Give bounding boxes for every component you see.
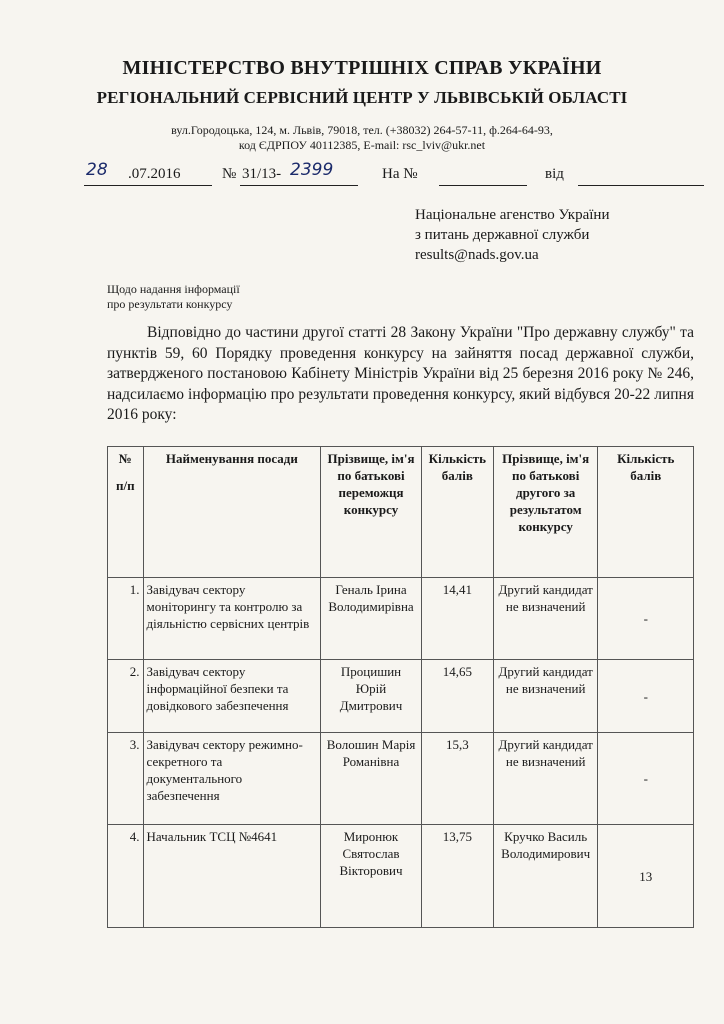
row-num: 3. (108, 733, 144, 825)
row-score2: - (598, 578, 694, 660)
registration-line (84, 160, 704, 190)
row-position: Завідувач сектору інформаційної безпеки та довідкового забезпечення (143, 660, 321, 733)
recipient-block (415, 205, 609, 265)
date-underline (84, 185, 212, 186)
header-second: Прізвище, ім'я по батькові другого за результатом конкурсу (493, 447, 598, 578)
header-winner: Прізвище, ім'я по батькові переможця конкурсу (321, 447, 422, 578)
body-paragraph: Відповідно до частини другої статті 28 Закону України "Про державну службу" та пунктів 59, 60 Порядку проведення конкурсу на зайняття посад державної служби, затвердженого постановою Кабінету Міністрів України від 25 березня 2016 року № 246, надсилаємо інформацію про результати проведення конкурсу, який відбувся 20-22 липня 2016 року: (107, 324, 694, 423)
subject-line-1: Щодо надання інформації (107, 282, 240, 296)
row-num: 1. (108, 578, 144, 660)
from-underline (578, 185, 704, 186)
from-label: від (545, 166, 564, 182)
results-table (107, 446, 694, 928)
header-score2: Кількість балів (598, 447, 694, 578)
row-score: 15,3 (421, 733, 493, 825)
table-row (108, 578, 694, 660)
table-row (108, 660, 694, 733)
header-num: № п/п (108, 447, 144, 578)
address-line-1: вул.Городоцька, 124, м. Львів, 79018, тел. (+38032) 264-57-11, ф.264-64-93, (171, 123, 553, 137)
number-handwritten: 2399 (290, 160, 334, 180)
row-score: 13,75 (421, 825, 493, 928)
row-score2: - (598, 660, 694, 733)
reply-underline (439, 185, 527, 186)
row-second: Другий кандидат не визначений (493, 578, 598, 660)
table-row (108, 825, 694, 928)
row-second: Кручко Василь Володимирович (493, 825, 598, 928)
header-position: Найменування посади (143, 447, 321, 578)
row-position: Начальник ТСЦ №4641 (143, 825, 321, 928)
row-score: 14,65 (421, 660, 493, 733)
row-winner: Волошин Марія Романівна (321, 733, 422, 825)
address-line-2: код ЄДРПОУ 40112385, E-mail: rsc_lviv@ukr.net (238, 138, 486, 152)
row-second: Другий кандидат не визначений (493, 733, 598, 825)
ministry-title: МІНІСТЕРСТВО ВНУТРІШНІХ СПРАВ УКРАЇНИ (122, 57, 602, 79)
row-position: Завідувач сектору моніторингу та контролю за діяльністю сервісних центрів (143, 578, 321, 660)
reply-label: На № (382, 166, 418, 182)
center-title: РЕГІОНАЛЬНИЙ СЕРВІСНИЙ ЦЕНТР У ЛЬВІВСЬКІЙ ОБЛАСТІ (96, 88, 628, 107)
recipient-line-2: з питань державної служби (415, 227, 590, 243)
row-winner: Процишин Юрій Дмитрович (321, 660, 422, 733)
row-score2: 13 (598, 825, 694, 928)
subject-block (107, 282, 240, 312)
row-score2: - (598, 733, 694, 825)
row-second: Другий кандидат не визначений (493, 660, 598, 733)
subject-line-2: про результати конкурсу (107, 297, 233, 311)
number-underline (240, 185, 358, 186)
row-num: 2. (108, 660, 144, 733)
number-prefix: 31/13- (242, 166, 282, 182)
header-score: Кількість балів (421, 447, 493, 578)
number-label: № (222, 166, 237, 182)
row-winner: Миронюк Святослав Вікторович (321, 825, 422, 928)
date-day-handwritten: 28 (86, 160, 108, 180)
row-num: 4. (108, 825, 144, 928)
recipient-line-1: Національне агенство України (415, 207, 610, 223)
table-header-row (108, 447, 694, 578)
date-rest: .07.2016 (128, 166, 181, 182)
recipient-email: results@nads.gov.ua (415, 247, 539, 263)
row-score: 14,41 (421, 578, 493, 660)
row-winner: Геналь Ірина Володимирівна (321, 578, 422, 660)
table-row (108, 733, 694, 825)
row-position: Завідувач сектору режимно-секретного та документального забезпечення (143, 733, 321, 825)
